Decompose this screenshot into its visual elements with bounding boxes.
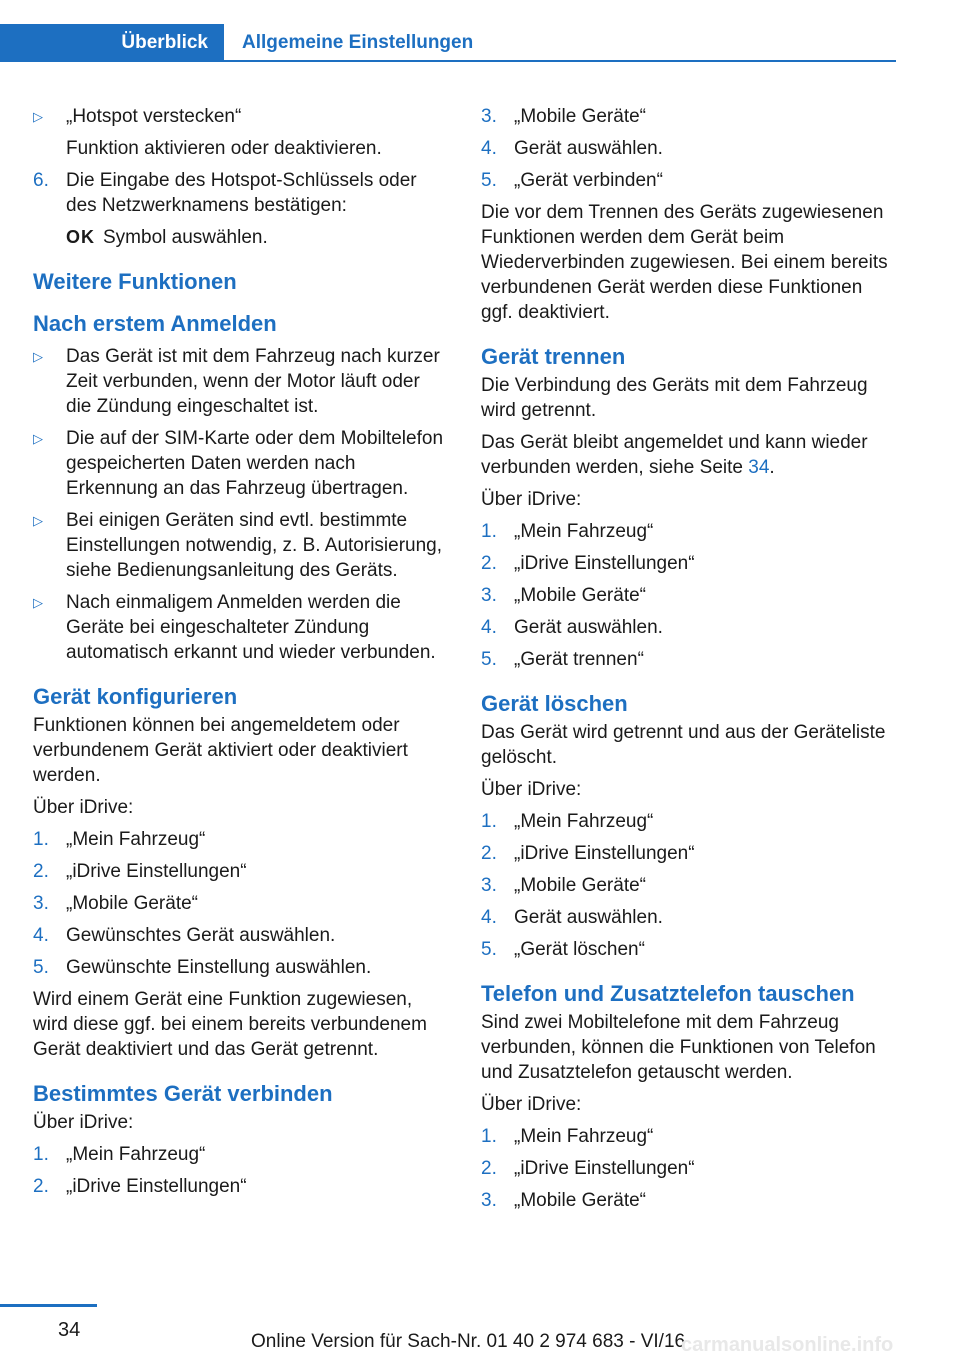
triangle-bullet-icon: ▷ — [33, 595, 43, 610]
list-item — [481, 583, 893, 608]
list-item — [481, 873, 893, 898]
step-number: 1. — [481, 521, 497, 542]
triangle-bullet-icon: ▷ — [33, 513, 43, 528]
list-item — [481, 551, 893, 576]
ok-instruction — [66, 225, 445, 250]
step-text: „Mein Fahrzeug“ — [66, 1144, 206, 1165]
triangle-bullet-icon: ▷ — [33, 109, 43, 124]
paragraph: Über iDrive: — [33, 1112, 134, 1133]
heading-nach-erstem-anmelden: Nach erstem Anmelden — [33, 311, 277, 336]
step-text: Gerät auswählen. — [514, 138, 663, 159]
list-item — [33, 955, 445, 980]
right-column — [481, 104, 893, 1220]
heading-geraet-loeschen: Gerät löschen — [481, 691, 628, 716]
step-number: 1. — [33, 829, 49, 850]
step-number: 4. — [481, 907, 497, 928]
heading-telefon-tauschen: Telefon und Zusatztelefon tauschen — [481, 981, 855, 1006]
step-number: 2. — [33, 1176, 49, 1197]
paragraph: Das Gerät wird getrennt und aus der Geräteliste gelöscht. — [481, 722, 886, 768]
step-text: „Mein Fahrzeug“ — [66, 829, 206, 850]
step-text: „iDrive Einstellungen“ — [514, 843, 695, 864]
ok-icon: OK — [66, 227, 95, 247]
step-number: 1. — [33, 1144, 49, 1165]
step-number: 2. — [481, 1158, 497, 1179]
list-item — [33, 891, 445, 916]
paragraph: Über iDrive: — [481, 779, 582, 800]
list-item — [481, 647, 893, 672]
list-item-subtext: Funktion aktivieren oder deaktivieren. — [66, 138, 382, 159]
step-number: 4. — [33, 925, 49, 946]
list-item — [33, 344, 445, 419]
step-number: 4. — [481, 617, 497, 638]
step-number: 1. — [481, 811, 497, 832]
list-item — [481, 168, 893, 193]
step-text: „Mein Fahrzeug“ — [514, 521, 654, 542]
tab-ueberblick[interactable]: Überblick — [0, 24, 224, 62]
heading-bestimmtes-geraet-verbinden: Bestimmtes Gerät verbinden — [33, 1081, 333, 1106]
step-text: „Mobile Geräte“ — [514, 585, 646, 606]
paragraph: Über iDrive: — [481, 489, 582, 510]
step-text: Gewünschtes Gerät auswählen. — [66, 925, 336, 946]
tab-allgemeine-einstellungen[interactable]: Allgemeine Einstellungen — [242, 32, 474, 53]
step-number: 5. — [481, 939, 497, 960]
step-text: „iDrive Einstellungen“ — [514, 553, 695, 574]
left-column — [33, 104, 445, 1206]
paragraph: Die vor dem Trennen des Geräts zugewiesenen Funktionen werden dem Gerät beim Wiederverbinden zugewiesen. Bei einem bereits verbundenen Gerät werden diese Funktionen ggf. deaktiviert. — [481, 202, 888, 323]
list-item — [33, 859, 445, 884]
list-item — [481, 1124, 893, 1149]
paragraph: Über iDrive: — [481, 1094, 582, 1115]
step-number: 6. — [33, 170, 49, 191]
step-number: 4. — [481, 138, 497, 159]
list-item — [481, 905, 893, 930]
step-number: 5. — [481, 170, 497, 191]
triangle-bullet-icon: ▷ — [33, 349, 43, 364]
list-item-text: Bei einigen Geräten sind evtl. bestimmte Einstellungen notwendig, z. B. Autorisierung, siehe Bedienungsanleitung des Geräts. — [66, 510, 443, 581]
step-text: „Gerät verbinden“ — [514, 170, 663, 191]
heading-weitere-funktionen: Weitere Funktionen — [33, 269, 237, 294]
list-item — [481, 1156, 893, 1181]
list-item — [33, 1142, 445, 1167]
step-number: 2. — [481, 553, 497, 574]
step-number: 3. — [481, 585, 497, 606]
page-header — [0, 24, 896, 62]
list-item-text: Das Gerät ist mit dem Fahrzeug nach kurzer Zeit verbunden, wenn der Motor läuft oder die Zündung eingeschaltet ist. — [66, 346, 440, 417]
paragraph-with-link — [481, 430, 893, 480]
list-item — [481, 841, 893, 866]
step-text: „Mobile Geräte“ — [514, 875, 646, 896]
step-text: „Mein Fahrzeug“ — [514, 811, 654, 832]
list-item — [481, 519, 893, 544]
list-item — [481, 136, 893, 161]
online-version-text: Online Version für Sach-Nr. 01 40 2 974 683 - VI/16 — [251, 1331, 686, 1352]
step-text: Gerät auswählen. — [514, 907, 663, 928]
step-number: 3. — [481, 875, 497, 896]
step-number: 3. — [481, 106, 497, 127]
paragraph: Die Verbindung des Geräts mit dem Fahrzeug wird getrennt. — [481, 375, 868, 421]
step-number: 5. — [33, 957, 49, 978]
step-text: „Mobile Geräte“ — [66, 893, 198, 914]
step-number: 2. — [481, 843, 497, 864]
step-number: 3. — [481, 1190, 497, 1211]
list-item — [33, 827, 445, 852]
header-rule — [0, 60, 896, 62]
step-number: 1. — [481, 1126, 497, 1147]
list-item — [33, 590, 445, 665]
step-number: 3. — [33, 893, 49, 914]
step-text: „Gerät löschen“ — [514, 939, 645, 960]
step-text: „iDrive Einstellungen“ — [66, 1176, 247, 1197]
list-item — [33, 923, 445, 948]
step-text: Die Eingabe des Hotspot-Schlüssels oder des Netzwerknamens bestätigen: — [66, 170, 417, 216]
step-number: 2. — [33, 861, 49, 882]
list-item — [33, 168, 445, 218]
heading-geraet-trennen: Gerät trennen — [481, 344, 626, 369]
step-text: „Gerät trennen“ — [514, 649, 644, 670]
list-item — [33, 1174, 445, 1199]
list-item-text: „Hotspot verstecken“ — [66, 106, 242, 127]
watermark: carmanualsonline.info — [681, 1334, 894, 1356]
list-item — [481, 615, 893, 640]
list-item — [481, 104, 893, 129]
list-item — [481, 1188, 893, 1213]
list-item — [33, 104, 445, 129]
step-text: Gerät auswählen. — [514, 617, 663, 638]
paragraph: Funktionen können bei angemeldetem oder verbundenem Gerät aktiviert oder deaktiviert werden. — [33, 715, 408, 786]
ok-text: Symbol auswählen. — [103, 227, 268, 248]
paragraph: Über iDrive: — [33, 797, 134, 818]
paragraph-end: . — [769, 457, 775, 478]
paragraph-text: Das Gerät bleibt angemeldet und kann wieder verbunden werden, siehe Seite — [481, 432, 868, 478]
step-text: „Mobile Geräte“ — [514, 1190, 646, 1211]
list-item — [33, 508, 445, 583]
page-number: 34 — [58, 1319, 81, 1341]
list-item-text: Die auf der SIM-Karte oder dem Mobiltelefon gespeicherten Daten werden nach Erkennung an das Fahrzeug übertragen. — [66, 428, 444, 499]
step-text: „iDrive Einstellungen“ — [514, 1158, 695, 1179]
paragraph: Sind zwei Mobiltelefone mit dem Fahrzeug verbunden, können die Funktionen von Telefon und Zusatztelefon getauscht werden. — [481, 1012, 876, 1083]
step-text: „Mein Fahrzeug“ — [514, 1126, 654, 1147]
paragraph: Wird einem Gerät eine Funktion zugewiesen, wird diese ggf. bei einem bereits verbundenem Gerät deaktiviert und das Gerät getrennt. — [33, 989, 427, 1060]
list-item — [33, 426, 445, 501]
footer-rule — [0, 1304, 97, 1307]
list-item-text: Nach einmaligem Anmelden werden die Geräte bei eingeschalteter Zündung automatisch erkannt und wieder verbunden. — [66, 592, 436, 663]
step-number: 5. — [481, 649, 497, 670]
heading-geraet-konfigurieren: Gerät konfigurieren — [33, 684, 238, 709]
triangle-bullet-icon: ▷ — [33, 431, 43, 446]
page-link[interactable]: 34 — [748, 457, 770, 478]
step-text: Gewünschte Einstellung auswählen. — [66, 957, 372, 978]
step-text: „Mobile Geräte“ — [514, 106, 646, 127]
step-text: „iDrive Einstellungen“ — [66, 861, 247, 882]
list-item — [481, 809, 893, 834]
list-item — [481, 937, 893, 962]
